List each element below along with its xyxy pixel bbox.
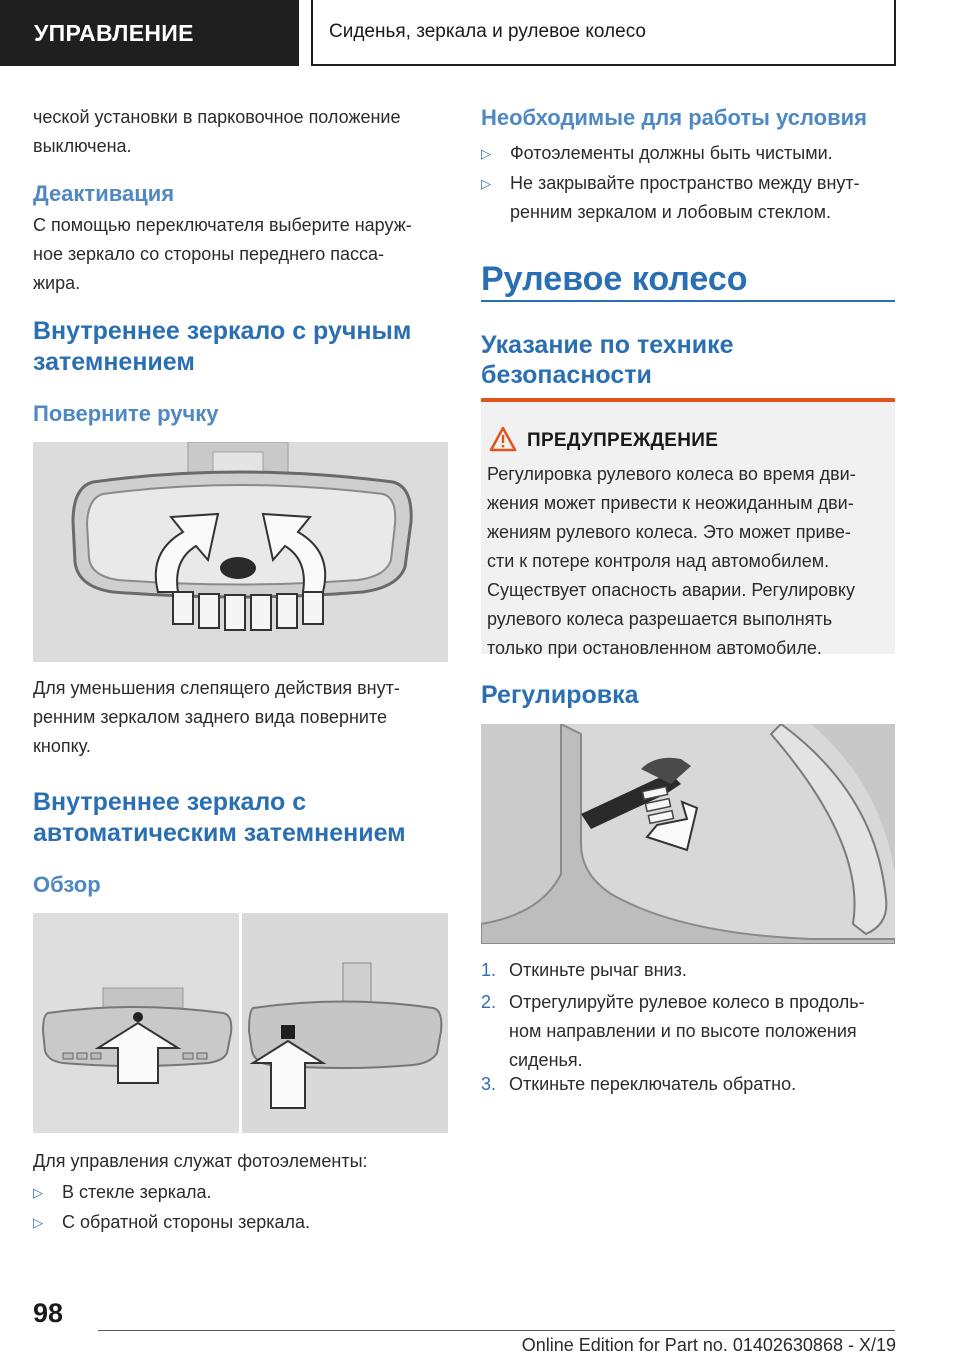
steering-lever-illustration [481,724,895,944]
heading-rule [481,300,895,302]
step-2-line-2: ном направлении и по высоте положения [509,1021,857,1041]
warning-line: Регулировка рулевого колеса во время дви- [487,464,856,484]
turn-knob-heading: Поверните ручку [33,401,219,426]
auto-mirror-heading-2: автоматическим затемнением [33,819,406,847]
page-header [0,0,960,66]
warning-title: ПРЕДУПРЕЖДЕНИЕ [527,430,719,451]
chapter-title: Сиденья, зеркала и рулевое колесо [311,0,896,66]
warning-line: жения может привести к неожиданным дви- [487,493,854,513]
edition-info: Online Edition for Part no. 01402630868 - X/19 [521,1335,896,1355]
overview-heading: Обзор [33,872,101,897]
triangle-bullet-icon: ▷ [33,1185,43,1200]
triangle-bullet-icon: ▷ [33,1215,43,1230]
warning-line: рулевого колеса разрешается выполнять [487,609,833,629]
deactivation-line-3: жира. [33,273,81,293]
manual-mirror-heading-2: затемнением [33,348,195,376]
manual-text-line-3: кнопку. [33,736,91,756]
conditions-bullet-2-cont: ренним зеркалом и лобовым стеклом. [510,202,831,222]
warning-text [487,460,889,663]
deactivation-line-2: ное зеркало со стороны переднего пасса- [33,244,384,264]
manual-text-line-1: Для уменьшения слепящего действия внут- [33,678,400,698]
warning-line: только при остановленном автомобиле. [487,638,822,658]
manual-mirror-heading-1: Внутреннее зеркало с ручным [33,317,412,345]
deactivation-heading: Деактивация [33,181,175,206]
auto-mirror-heading-1: Внутреннее зеркало с [33,788,307,816]
footer-rule [98,1330,895,1331]
section-title: УПРАВЛЕНИЕ [0,0,299,66]
warning-line: сти к потере контроля над автомобилем. [487,551,830,571]
warning-triangle-icon [489,426,517,452]
intro-line-1: ческой установки в парковочное положение [33,107,401,127]
warning-line: Существует опасность аварии. Регулировку [487,580,855,600]
conditions-heading: Необходимые для работы условия [481,105,867,130]
deactivation-line-1: С помощью переключателя выберите наруж- [33,215,412,235]
steering-wheel-heading: Рулевое колесо [481,260,748,298]
safety-heading-1: Указание по технике [481,331,734,359]
page-number: 98 [33,1298,64,1328]
manual-mirror-illustration [33,442,448,662]
manual-text-line-2: ренним зеркалом заднего вида поверните [33,707,387,727]
safety-heading-2: безопасности [481,361,652,389]
adjust-heading: Регулировка [481,681,639,709]
triangle-bullet-icon: ▷ [481,146,491,161]
step-2-line-3: сиденья. [509,1050,583,1070]
triangle-bullet-icon: ▷ [481,176,491,191]
intro-line-2: выключена. [33,136,132,156]
auto-mirror-illustration [33,913,448,1133]
warning-line: жениям рулевого колеса. Это может приве- [487,522,851,542]
warning-box [481,398,895,658]
overview-text: Для управления служат фотоэлементы: [33,1151,368,1171]
